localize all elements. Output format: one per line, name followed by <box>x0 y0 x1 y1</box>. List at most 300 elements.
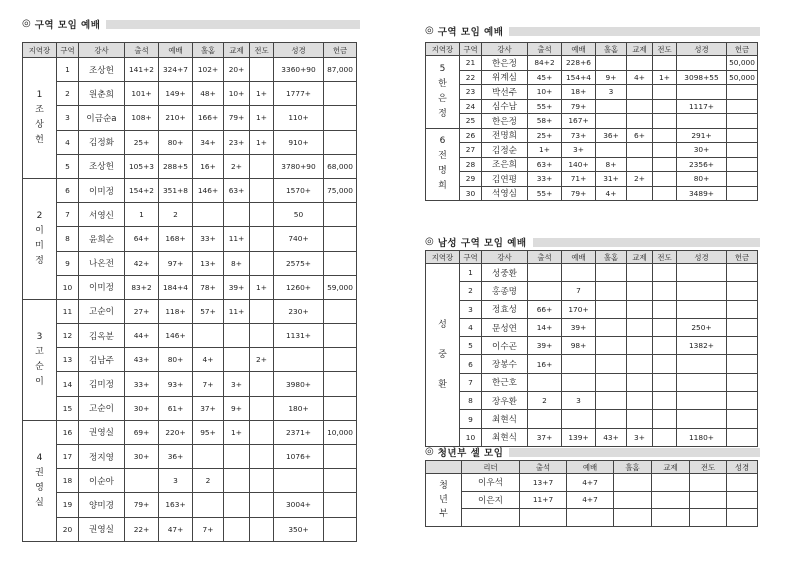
column-header: 전도 <box>690 461 727 474</box>
column-header: 헌금 <box>324 43 357 58</box>
table-cell <box>324 517 357 541</box>
table-cell <box>653 186 677 201</box>
men-attendance-table <box>425 250 758 447</box>
table-cell: 3 <box>596 85 627 100</box>
table-cell: 36+ <box>159 445 193 469</box>
table-cell: 63+ <box>224 178 250 202</box>
table-cell <box>653 428 677 446</box>
column-header: 출석 <box>520 461 567 474</box>
district-leader-label: 4 권 영 실 <box>35 452 44 508</box>
table-cell: 105+3 <box>125 154 159 178</box>
table-cell <box>528 373 562 391</box>
table-cell: 이미정 <box>79 178 125 202</box>
table-cell <box>324 251 357 275</box>
table-row <box>426 300 758 318</box>
table-row <box>426 337 758 355</box>
column-header: 교제 <box>652 461 690 474</box>
table-cell: 심수남 <box>482 99 528 114</box>
table-cell: 101+ <box>125 82 159 106</box>
table-cell <box>324 299 357 323</box>
table-cell: 1180+ <box>677 428 727 446</box>
table-cell: 3004+ <box>274 493 324 517</box>
table-cell: 167+ <box>562 114 596 129</box>
table-cell <box>727 410 758 428</box>
youth-section-header <box>425 445 760 459</box>
table-cell: 2 <box>57 82 79 106</box>
left-section-title: 구역 모임 예배 <box>34 20 101 31</box>
table-cell: 350+ <box>274 517 324 541</box>
table-cell <box>224 324 250 348</box>
table-cell <box>627 99 653 114</box>
column-header: 지역장 <box>426 251 460 264</box>
table-cell <box>324 469 357 493</box>
table-cell: 351+8 <box>159 178 193 202</box>
table-cell <box>653 282 677 300</box>
column-header: 예배 <box>562 43 596 56</box>
table-cell <box>596 56 627 71</box>
table-cell: 15 <box>57 396 79 420</box>
table-cell <box>596 355 627 373</box>
table-cell <box>653 337 677 355</box>
table-cell: 11+7 <box>520 491 567 509</box>
table-cell <box>627 143 653 158</box>
table-cell: 102+ <box>193 58 224 82</box>
table-cell <box>677 114 727 129</box>
table-cell <box>677 264 727 282</box>
table-cell: 1+ <box>653 70 677 85</box>
title-bar <box>509 448 760 457</box>
table-cell: 10,000 <box>324 420 357 444</box>
table-cell: 10 <box>460 428 482 446</box>
table-cell: 180+ <box>274 396 324 420</box>
table-cell: 154+4 <box>562 70 596 85</box>
table-row <box>426 509 758 527</box>
table-cell <box>627 373 653 391</box>
table-cell: 64+ <box>125 227 159 251</box>
table-cell: 48+ <box>193 82 224 106</box>
table-cell: 6 <box>460 355 482 373</box>
table-cell: 16+ <box>193 154 224 178</box>
table-cell <box>562 264 596 282</box>
men-section-header <box>425 235 760 249</box>
column-header: 홀홈 <box>193 43 224 58</box>
bullseye-icon: ◎ <box>425 236 434 247</box>
table-cell: 68,000 <box>324 154 357 178</box>
table-cell: 22 <box>460 70 482 85</box>
table-cell: 2+ <box>224 154 250 178</box>
table-cell: 이우석 <box>462 474 520 492</box>
table-row <box>23 203 357 227</box>
table-cell: 원춘희 <box>79 82 125 106</box>
table-cell <box>727 318 758 336</box>
table-cell <box>677 300 727 318</box>
column-header: 성경 <box>727 461 758 474</box>
men-section-title: 남성 구역 모임 예배 <box>437 238 527 249</box>
table-cell: 39+ <box>528 337 562 355</box>
table-row <box>23 178 357 202</box>
column-header: 홀홈 <box>596 251 627 264</box>
table-cell <box>653 264 677 282</box>
table-cell <box>250 396 274 420</box>
table-cell: 108+ <box>125 106 159 130</box>
column-header: 출석 <box>528 43 562 56</box>
table-cell <box>652 509 690 527</box>
table-cell <box>250 372 274 396</box>
table-cell: 2356+ <box>677 157 727 172</box>
table-cell: 5 <box>57 154 79 178</box>
table-cell: 1+ <box>250 106 274 130</box>
table-cell: 4 <box>57 130 79 154</box>
table-cell <box>528 410 562 428</box>
table-row <box>426 56 758 71</box>
table-row <box>23 227 357 251</box>
table-cell: 권영실 <box>79 517 125 541</box>
table-cell: 740+ <box>274 227 324 251</box>
table-cell <box>324 372 357 396</box>
district-leader-cell <box>426 56 460 129</box>
table-cell <box>627 114 653 129</box>
table-cell: 118+ <box>159 299 193 323</box>
column-header: 헌금 <box>727 251 758 264</box>
column-header: 홀홈 <box>596 43 627 56</box>
column-header: 출석 <box>528 251 562 264</box>
table-cell: 30 <box>460 186 482 201</box>
table-cell <box>727 157 758 172</box>
title-bar <box>533 238 760 247</box>
table-cell: 59,000 <box>324 275 357 299</box>
bullseye-icon: ◎ <box>425 446 434 457</box>
table-cell <box>324 82 357 106</box>
table-cell: 7+ <box>193 517 224 541</box>
table-cell: 8+ <box>596 157 627 172</box>
table-cell: 75,000 <box>324 178 357 202</box>
table-cell: 39+ <box>224 275 250 299</box>
table-cell: 110+ <box>274 106 324 130</box>
table-cell <box>627 186 653 201</box>
table-cell: 80+ <box>159 348 193 372</box>
table-cell: 3 <box>460 300 482 318</box>
table-cell <box>596 99 627 114</box>
table-cell <box>677 56 727 71</box>
table-cell: 11+ <box>224 227 250 251</box>
table-cell <box>250 299 274 323</box>
table-cell <box>727 491 758 509</box>
table-cell <box>250 445 274 469</box>
table-cell <box>324 396 357 420</box>
table-cell: 37+ <box>528 428 562 446</box>
table-cell <box>727 186 758 201</box>
youth-section-title: 청년부 셀 모임 <box>437 448 504 459</box>
table-cell: 170+ <box>562 300 596 318</box>
table-cell <box>250 154 274 178</box>
table-row <box>426 318 758 336</box>
table-cell: 7 <box>562 282 596 300</box>
table-cell: 5 <box>460 337 482 355</box>
table-cell <box>627 318 653 336</box>
table-cell: 4+ <box>627 70 653 85</box>
table-cell: 서영신 <box>79 203 125 227</box>
table-cell <box>324 348 357 372</box>
table-cell <box>596 143 627 158</box>
table-cell: 220+ <box>159 420 193 444</box>
table-cell: 83+2 <box>125 275 159 299</box>
table-cell <box>324 130 357 154</box>
table-cell: 33+ <box>125 372 159 396</box>
table-cell <box>596 373 627 391</box>
table-cell <box>596 114 627 129</box>
table-cell: 2+ <box>250 348 274 372</box>
table-cell: 3+ <box>627 428 653 446</box>
table-cell <box>677 355 727 373</box>
table-cell <box>727 509 758 527</box>
table-cell: 97+ <box>159 251 193 275</box>
table-cell <box>653 373 677 391</box>
table-cell: 1+ <box>250 130 274 154</box>
table-cell: 조은희 <box>482 157 528 172</box>
column-header: 강사 <box>79 43 125 58</box>
table-cell: 1117+ <box>677 99 727 114</box>
table-cell: 1+ <box>250 82 274 106</box>
table-cell: 61+ <box>159 396 193 420</box>
table-cell: 김미정 <box>79 372 125 396</box>
table-cell: 고순이 <box>79 299 125 323</box>
table-cell: 1076+ <box>274 445 324 469</box>
table-cell <box>567 509 614 527</box>
table-cell: 163+ <box>159 493 193 517</box>
table-cell <box>627 85 653 100</box>
table-cell: 6+ <box>627 128 653 143</box>
table-row <box>426 186 758 201</box>
table-cell <box>727 337 758 355</box>
table-row <box>426 264 758 282</box>
table-cell <box>627 56 653 71</box>
table-cell: 3980+ <box>274 372 324 396</box>
table-cell: 2 <box>528 392 562 410</box>
table-cell: 149+ <box>159 82 193 106</box>
table-cell <box>324 227 357 251</box>
table-row <box>426 428 758 446</box>
table-row <box>426 85 758 100</box>
table-cell <box>250 493 274 517</box>
district-leader-label: 2 이 미 정 <box>35 210 44 266</box>
table-row <box>23 299 357 323</box>
table-cell: 36+ <box>596 128 627 143</box>
table-cell <box>324 324 357 348</box>
youth-group-label: 청 년 부 <box>439 480 448 519</box>
table-cell <box>614 474 652 492</box>
table-cell: 4 <box>460 318 482 336</box>
table-cell <box>727 264 758 282</box>
table-cell <box>324 445 357 469</box>
column-header: 전도 <box>250 43 274 58</box>
table-cell: 50 <box>274 203 324 227</box>
table-cell: 45+ <box>528 70 562 85</box>
table-cell: 79+ <box>562 186 596 201</box>
table-cell <box>653 392 677 410</box>
table-cell <box>250 324 274 348</box>
table-cell <box>627 282 653 300</box>
column-header: 교제 <box>224 43 250 58</box>
table-cell: 30+ <box>125 396 159 420</box>
table-cell <box>627 337 653 355</box>
bullseye-icon: ◎ <box>425 25 434 36</box>
table-cell <box>562 410 596 428</box>
table-cell: 장봉수 <box>482 355 528 373</box>
table-cell <box>727 128 758 143</box>
table-cell <box>224 445 250 469</box>
column-header-blank <box>426 461 462 474</box>
table-cell: 이수곤 <box>482 337 528 355</box>
table-cell: 석영심 <box>482 186 528 201</box>
table-cell <box>653 85 677 100</box>
column-header: 헌금 <box>727 43 758 56</box>
table-cell <box>250 517 274 541</box>
table-cell <box>250 251 274 275</box>
table-cell <box>677 282 727 300</box>
column-header: 예배 <box>159 43 193 58</box>
table-cell: 이은지 <box>462 491 520 509</box>
table-cell: 3 <box>57 106 79 130</box>
table-cell: 1+ <box>224 420 250 444</box>
table-cell: 20 <box>57 517 79 541</box>
table-cell: 4+ <box>193 348 224 372</box>
table-cell: 230+ <box>274 299 324 323</box>
table-cell: 1 <box>460 264 482 282</box>
table-cell <box>727 474 758 492</box>
table-cell: 25 <box>460 114 482 129</box>
table-cell <box>653 143 677 158</box>
table-cell: 23+ <box>224 130 250 154</box>
column-header: 구역 <box>460 251 482 264</box>
table-cell <box>653 56 677 71</box>
table-cell: 8 <box>460 392 482 410</box>
table-row <box>23 324 357 348</box>
column-header: 교제 <box>627 251 653 264</box>
left-attendance-table <box>22 42 357 542</box>
table-row <box>426 282 758 300</box>
table-cell <box>653 318 677 336</box>
table-cell: 73+ <box>562 128 596 143</box>
table-cell: 박선주 <box>482 85 528 100</box>
table-cell: 43+ <box>125 348 159 372</box>
table-cell: 3489+ <box>677 186 727 201</box>
table-cell: 25+ <box>125 130 159 154</box>
table-cell <box>324 203 357 227</box>
table-cell: 7 <box>460 373 482 391</box>
table-cell: 1+ <box>528 143 562 158</box>
table-cell: 78+ <box>193 275 224 299</box>
table-cell: 김연평 <box>482 172 528 187</box>
table-cell: 71+ <box>562 172 596 187</box>
district-leader-label: 6 전 명 희 <box>438 136 447 192</box>
table-cell: 13+7 <box>520 474 567 492</box>
table-cell: 김남주 <box>79 348 125 372</box>
table-cell: 9 <box>460 410 482 428</box>
table-cell: 김옥분 <box>79 324 125 348</box>
table-cell: 20+ <box>224 58 250 82</box>
table-cell: 1+ <box>250 275 274 299</box>
table-cell <box>614 491 652 509</box>
table-cell: 11+ <box>224 299 250 323</box>
table-row <box>23 372 357 396</box>
table-cell: 문성연 <box>482 318 528 336</box>
table-cell: 양미경 <box>79 493 125 517</box>
table-cell <box>274 348 324 372</box>
table-cell: 42+ <box>125 251 159 275</box>
district-leader-label: 1 조 상 헌 <box>35 89 44 145</box>
table-row <box>23 251 357 275</box>
table-cell: 조상헌 <box>79 154 125 178</box>
table-row <box>23 58 357 82</box>
table-cell <box>250 420 274 444</box>
table-cell <box>193 324 224 348</box>
table-cell: 141+2 <box>125 58 159 82</box>
district-leader-cell <box>23 58 57 179</box>
table-cell: 79+ <box>125 493 159 517</box>
table-cell: 19 <box>57 493 79 517</box>
district-leader-cell <box>23 420 57 541</box>
district-leader-label: 3 고 순 이 <box>35 331 44 387</box>
table-cell: 4+ <box>596 186 627 201</box>
table-row <box>426 491 758 509</box>
table-cell: 3+ <box>224 372 250 396</box>
table-cell: 8 <box>57 227 79 251</box>
table-cell: 31+ <box>596 172 627 187</box>
column-header: 출석 <box>125 43 159 58</box>
table-cell: 63+ <box>528 157 562 172</box>
table-cell: 250+ <box>677 318 727 336</box>
district-leader-label: 성 중 환 <box>438 319 447 390</box>
column-header: 지역장 <box>426 43 460 56</box>
column-header: 예배 <box>562 251 596 264</box>
table-cell: 정효성 <box>482 300 528 318</box>
table-cell: 168+ <box>159 227 193 251</box>
table-cell <box>652 491 690 509</box>
right-section-title: 구역 모임 예배 <box>437 27 504 38</box>
table-cell: 김정화 <box>79 130 125 154</box>
youth-group-cell <box>426 474 462 527</box>
table-row <box>23 396 357 420</box>
bullseye-icon: ◎ <box>22 18 31 29</box>
title-bar <box>106 20 360 29</box>
table-cell: 210+ <box>159 106 193 130</box>
title-bar <box>509 27 760 36</box>
table-cell <box>596 410 627 428</box>
district-leader-cell <box>426 128 460 201</box>
table-cell: 30+ <box>125 445 159 469</box>
table-cell: 최현식 <box>482 428 528 446</box>
table-cell: 154+2 <box>125 178 159 202</box>
table-cell: 44+ <box>125 324 159 348</box>
table-row <box>426 70 758 85</box>
table-cell: 79+ <box>224 106 250 130</box>
table-cell <box>528 264 562 282</box>
table-cell <box>224 493 250 517</box>
table-cell <box>596 337 627 355</box>
table-cell: 2 <box>193 469 224 493</box>
table-cell: 4+7 <box>567 491 614 509</box>
table-cell <box>677 392 727 410</box>
table-cell: 16+ <box>528 355 562 373</box>
table-cell <box>250 178 274 202</box>
column-header: 구역 <box>460 43 482 56</box>
table-cell <box>690 491 727 509</box>
table-cell <box>520 509 567 527</box>
table-cell <box>727 392 758 410</box>
table-cell <box>653 300 677 318</box>
table-cell: 2371+ <box>274 420 324 444</box>
table-cell: 3780+90 <box>274 154 324 178</box>
